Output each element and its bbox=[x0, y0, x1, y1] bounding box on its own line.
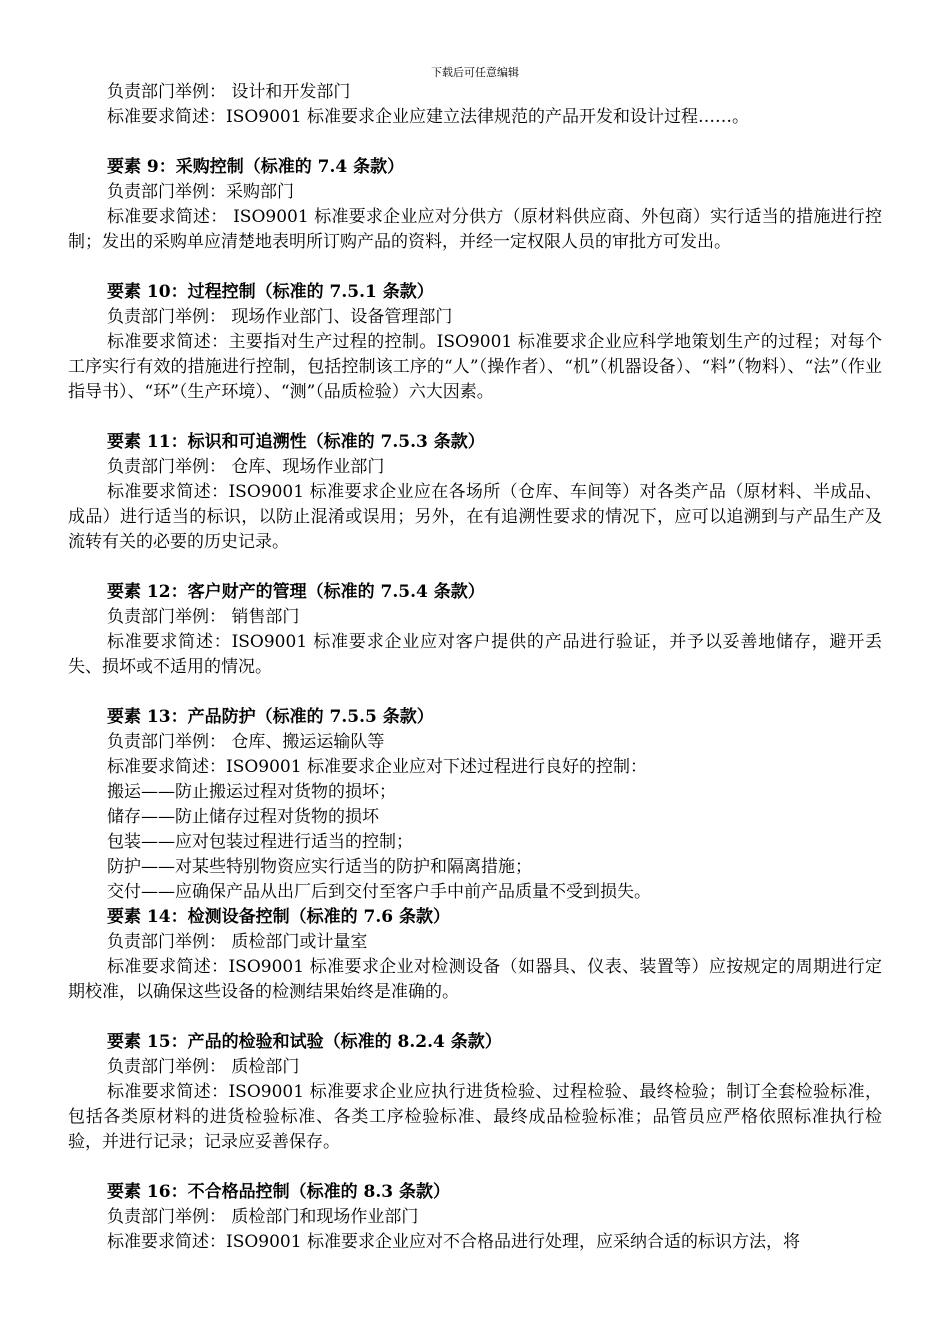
section-desc: 标准要求简述：ISO9001 标准要求企业应对不合格品进行处理，应采纳合适的标识方法，将 bbox=[107, 1232, 800, 1252]
page-header: 下载后可任意编辑 bbox=[431, 66, 519, 79]
section-dept: 负责部门举例： 质检部门 bbox=[107, 1057, 300, 1077]
list-item: 包装——应对包装过程进行适当的控制； bbox=[107, 832, 413, 852]
section-desc: 标准要求简述：ISO9001 标准要求企业应对下述过程进行良好的控制： bbox=[107, 757, 647, 777]
list-item: 储存——防止储存过程对货物的损坏 bbox=[107, 807, 379, 827]
section-desc: 标准要求简述：ISO9001 标准要求企业对检测设备（如器具、仪表、装置等）应按规定的周期进行定期校准，以确保这些设备的检测结果始终是准确的。 bbox=[68, 957, 882, 1002]
section-title: 要素 14：检测设备控制（标准的 7.6 条款） bbox=[107, 907, 450, 927]
section-title: 要素 12：客户财产的管理（标准的 7.5.4 条款） bbox=[107, 582, 485, 602]
section-dept: 负责部门举例： 销售部门 bbox=[107, 607, 300, 627]
section-dept: 负责部门举例： 质检部门或计量室 bbox=[107, 932, 368, 952]
section-desc: 标准要求简述： ISO9001 标准要求企业应对分供方（原材料供应商、外包商）实行适当的措施进行控制；发出的采购单应清楚地表明所订购产品的资料，并经一定权限人员的审批方可发出。 bbox=[68, 207, 882, 252]
list-item: 搬运——防止搬运过程对货物的损坏； bbox=[107, 782, 396, 802]
section-title: 要素 13：产品防护（标准的 7.5.5 条款） bbox=[107, 707, 434, 727]
intro-desc: 标准要求简述：ISO9001 标准要求企业应建立法律规范的产品开发和设计过程……。 bbox=[107, 107, 749, 127]
section-title: 要素 10：过程控制（标准的 7.5.1 条款） bbox=[107, 282, 434, 302]
section-title: 要素 15：产品的检验和试验（标准的 8.2.4 条款） bbox=[107, 1032, 502, 1052]
section-title: 要素 11：标识和可追溯性（标准的 7.5.3 条款） bbox=[107, 432, 485, 452]
section-desc: 标准要求简述：主要指对生产过程的控制。ISO9001 标准要求企业应科学地策划生产的过程；对每个工序实行有效的措施进行控制，包括控制该工序的“人”（操作者）、“机”（机器设备）、“料”（物料）、“法”（作业指导书）、“环”（生产环境）、“测”（品质检验）六大因素。 bbox=[68, 332, 882, 402]
section-dept: 负责部门举例： 现场作业部门、设备管理部门 bbox=[107, 307, 453, 327]
section-dept: 负责部门举例： 质检部门和现场作业部门 bbox=[107, 1207, 419, 1227]
section-dept: 负责部门举例：采购部门 bbox=[107, 182, 294, 202]
section-title: 要素 16：不合格品控制（标准的 8.3 条款） bbox=[107, 1182, 450, 1202]
list-item: 交付——应确保产品从出厂后到交付至客户手中前产品质量不受到损失。 bbox=[107, 882, 651, 902]
section-desc: 标准要求简述：ISO9001 标准要求企业应执行进货检验、过程检验、最终检验；制订全套检验标准，包括各类原材料的进货检验标准、各类工序检验标准、最终成品检验标准；品管员应严格依照标准执行检验，并进行记录；记录应妥善保存。 bbox=[68, 1082, 882, 1152]
section-dept: 负责部门举例： 仓库、搬运运输队等 bbox=[107, 732, 385, 752]
document-body bbox=[68, 80, 882, 1255]
section-desc: 标准要求简述：ISO9001 标准要求企业应对客户提供的产品进行验证，并予以妥善地储存，避开丢失、损坏或不适用的情况。 bbox=[68, 632, 882, 677]
list-item: 防护——对某些特别物资应实行适当的防护和隔离措施； bbox=[107, 857, 532, 877]
intro-dept: 负责部门举例： 设计和开发部门 bbox=[107, 82, 351, 102]
section-title: 要素 9：采购控制（标准的 7.4 条款） bbox=[107, 157, 405, 177]
section-dept: 负责部门举例： 仓库、现场作业部门 bbox=[107, 457, 385, 477]
section-desc: 标准要求简述：ISO9001 标准要求企业应在各场所（仓库、车间等）对各类产品（原材料、半成品、成品）进行适当的标识，以防止混淆或误用；另外，在有追溯性要求的情况下，应可以追溯到与产品生产及流转有关的必要的历史记录。 bbox=[68, 482, 882, 552]
